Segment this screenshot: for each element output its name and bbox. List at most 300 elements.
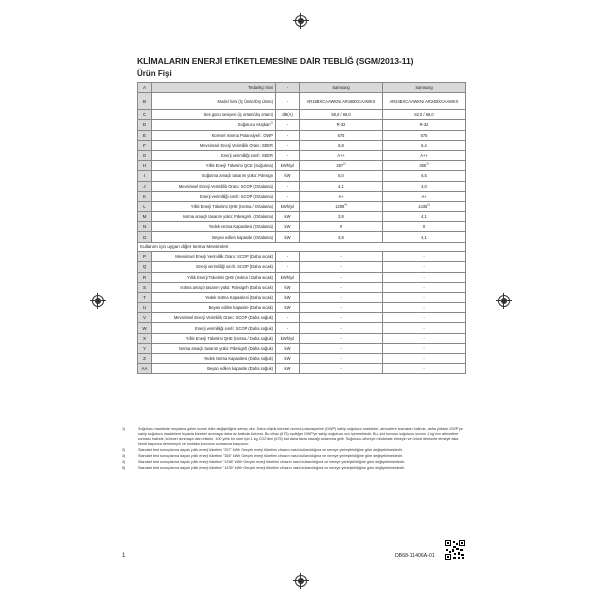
- row-description: [152, 282, 276, 292]
- row-code: [138, 161, 152, 171]
- registration-mark-top-icon: [295, 15, 307, 27]
- row-unit-text: -: [286, 264, 289, 270]
- value-model-2-text: 6,5: [421, 173, 427, 179]
- table-row: [138, 272, 466, 282]
- footnote: [122, 454, 467, 459]
- value-model-1: [300, 272, 383, 282]
- value-model-1: [300, 252, 383, 262]
- row-description-text: Mevsimsel Enerji Verimlilik Oranı: SCOP (Daha soğuk): [173, 315, 273, 321]
- row-code-text: P: [142, 254, 147, 260]
- row-unit-text: -: [286, 132, 289, 138]
- row-unit: [276, 313, 300, 323]
- row-description: [152, 161, 276, 171]
- value-model-1-text: 5,0: [338, 173, 344, 179]
- row-code: [138, 282, 152, 292]
- row-code-text: A: [142, 85, 147, 91]
- row-unit: [276, 262, 300, 272]
- row-unit-text: kW: [284, 366, 291, 372]
- value-model-2-text: -: [423, 366, 425, 372]
- value-model-2-text: 6,4: [421, 142, 427, 148]
- value-model-1-text: 4,1: [338, 183, 344, 189]
- value-model-1-text: -: [340, 274, 342, 280]
- row-unit: [276, 212, 300, 222]
- row-code-text: R: [142, 274, 147, 280]
- row-unit: [276, 303, 300, 313]
- product-spec-table: [137, 82, 466, 374]
- table-row: [138, 150, 466, 160]
- qr-code-icon: [445, 540, 465, 560]
- value-model-2-text: -: [423, 305, 425, 311]
- row-description-text: Beyan edilen kapasite (Daha soğuk): [207, 366, 273, 372]
- footnote-number: 2): [122, 447, 126, 452]
- row-code-text: G: [142, 153, 147, 159]
- value-model-2-text: -: [423, 335, 425, 341]
- value-model-1-text: A+: [338, 193, 344, 199]
- table-row: [138, 83, 466, 93]
- value-model-2-text: -: [423, 264, 425, 270]
- value-model-2-text: -: [423, 294, 425, 300]
- row-code: [138, 313, 152, 323]
- value-model-1: [300, 323, 383, 333]
- table-row: [138, 364, 466, 374]
- row-unit: [276, 120, 300, 130]
- row-code-text: S: [142, 284, 147, 290]
- value-model-1: [300, 93, 383, 110]
- row-unit: [276, 130, 300, 140]
- value-model-2: [383, 354, 466, 364]
- row-code-text: I: [143, 173, 146, 179]
- row-description: [152, 130, 276, 140]
- value-model-1: [300, 354, 383, 364]
- row-code-text: Z: [143, 356, 146, 362]
- footnotes: [122, 427, 467, 472]
- row-code: [138, 272, 152, 282]
- row-description-text: Enerji verimliliği sınıfı: SEER: [221, 153, 273, 159]
- footnote: [122, 448, 467, 453]
- row-code-text: O: [142, 234, 147, 240]
- value-model-1-text: R-32: [336, 122, 346, 128]
- value-model-2: [383, 120, 466, 130]
- row-code: [138, 130, 152, 140]
- value-model-2-text: 675: [420, 132, 428, 138]
- row-unit: [276, 110, 300, 120]
- value-model-2-text: 4,0: [421, 183, 427, 189]
- row-unit-text: dB(A): [282, 112, 293, 118]
- footnote-text: Standart test sonuçlarına dayalı yıllık enerji tüketimi "257" kWh Gerçek enerji tüketimi cihazın nasıl kullanıldığına ve nereye yerleştirildiğine göre değişebilmektedir.: [138, 447, 403, 452]
- row-description: [152, 150, 276, 160]
- row-description-text: Enerji verimliliği sınıfı: SCOP (Daha soğuk): [195, 325, 273, 331]
- row-description: [152, 364, 276, 374]
- value-model-1: [300, 191, 383, 201]
- value-model-1: [300, 313, 383, 323]
- table-section-row: [138, 242, 466, 252]
- value-model-1-text: -: [340, 264, 342, 270]
- row-unit-text: -: [286, 325, 289, 331]
- value-model-2-text: -: [423, 315, 425, 321]
- section-heading: Kullanım için uygun diğer Isıtma Mevsimleri: [138, 242, 466, 252]
- value-model-1-text: -: [340, 294, 342, 300]
- row-code: [138, 181, 152, 191]
- value-model-1: [300, 110, 383, 120]
- row-description-text: Yıllık Enerji Tüketimi QHE (Isıtma / Daha soğuk): [185, 335, 273, 341]
- page-title: KLİMALARIN ENERJİ ETİKETLEMESİNE DAİR TEBLİĞ (SGM/2013-11): [137, 56, 414, 66]
- table-row: [138, 354, 466, 364]
- row-unit-text: kW: [284, 345, 291, 351]
- row-code-text: K: [142, 193, 147, 199]
- row-code-text: AA: [141, 366, 148, 372]
- row-code-text: W: [142, 325, 147, 331]
- row-unit: [276, 323, 300, 333]
- row-unit-text: kWh/yıl: [280, 335, 295, 341]
- row-description-text: Yedek Isıtma Kapasitesi (Daha soğuk): [203, 356, 273, 362]
- value-model-1: [300, 83, 383, 93]
- row-description-text: Yedek Isıtma Kapasitesi (Daha sıcak): [205, 294, 273, 300]
- value-model-2: [383, 313, 466, 323]
- value-model-1: [300, 161, 383, 171]
- row-unit: [276, 201, 300, 211]
- value-model-2-text: A+: [421, 193, 427, 199]
- value-model-1: [300, 140, 383, 150]
- row-unit: [276, 333, 300, 343]
- table-row: [138, 313, 466, 323]
- row-description: [152, 333, 276, 343]
- value-model-1-text: 257: [336, 163, 344, 169]
- value-model-2: [383, 110, 466, 120]
- row-code-text: N: [142, 224, 147, 230]
- footnote-text: Soğutucu maddede meydana gelen sızıntı iklim değişikliğine sebep olur. Daha düşük küresel ısınma potansiyeline (GWP) sahip soğutucu maddeler, atmosfere sızmaları halinde, daha yüksek GWP'ye sahip soğutucu maddelere kıyasla küresel ısınmaya daha az katkıda bulunur. Bu cihaz (675) eşdeğer GWP'ye sahip soğutucu sıvı içermektedir. Bu, söz konusu soğutucu sıvının 1 kg'ının atmosfere sızması halinde, küresel ısınmaya olan etkinin, 100 yıllık bir süre için 1 kg CO2'den (675) kat daha fazla olacağı anlamına gelir. Soğutucu devreye müdahale etmeyin ve ürünü demonte etmeye asla kendi başınıza denemeyin ve mutlaka konunun uzmanına başvurun.: [138, 427, 463, 446]
- value-model-2-text: 4,1: [421, 214, 427, 220]
- row-description: [152, 343, 276, 353]
- value-model-1: [300, 222, 383, 232]
- page-number: 1: [122, 553, 126, 559]
- table-row: [138, 323, 466, 333]
- row-unit-text: -: [286, 153, 289, 159]
- row-description: [152, 313, 276, 323]
- value-model-1-text: -: [340, 315, 342, 321]
- value-model-2-text: -: [423, 325, 425, 331]
- value-model-1-text: -: [340, 305, 342, 311]
- value-model-2: [383, 262, 466, 272]
- row-unit-text: -: [286, 254, 289, 260]
- value-model-2: [383, 364, 466, 374]
- value-model-1: [300, 364, 383, 374]
- footnote-ref: 4): [344, 202, 347, 207]
- value-model-2-text: 0: [422, 224, 426, 230]
- row-unit: [276, 292, 300, 302]
- row-code: [138, 140, 152, 150]
- table-row: [138, 232, 466, 242]
- row-code: [138, 252, 152, 262]
- row-code-text: L: [143, 203, 146, 209]
- row-unit-text: -: [286, 315, 289, 321]
- value-model-1-text: 3,8: [338, 214, 344, 220]
- row-unit-text: kW: [284, 294, 291, 300]
- table-row: [138, 343, 466, 353]
- row-code-text: F: [143, 142, 146, 148]
- registration-mark-bottom-icon: [295, 575, 307, 587]
- row-description-text: Mevsimsel Enerji Verimlilik Oranı: SCOP (Daha sıcak): [175, 254, 273, 260]
- row-description-text: Enerji verimliliği sınıfı: SCOP (Daha sıcak): [196, 264, 273, 270]
- row-unit-text: kW: [284, 224, 291, 230]
- row-code: [138, 120, 152, 130]
- row-description-text: Soğutucu Akışkan: [237, 122, 271, 128]
- value-model-1-text: 0: [339, 224, 343, 230]
- table-row: [138, 140, 466, 150]
- value-model-1-text: -: [340, 366, 342, 372]
- value-model-1: [300, 120, 383, 130]
- row-description: [152, 93, 276, 110]
- footnote: [122, 466, 467, 471]
- value-model-2: [383, 212, 466, 222]
- value-model-2: [383, 252, 466, 262]
- row-unit-text: -: [286, 142, 289, 148]
- footnote-number: 3): [122, 453, 126, 458]
- value-model-1-text: -: [340, 356, 342, 362]
- row-description: [152, 201, 276, 211]
- row-code-text: X: [142, 335, 147, 341]
- table-row: [138, 130, 466, 140]
- value-model-2: [383, 191, 466, 201]
- value-model-2-text: -: [423, 345, 425, 351]
- row-unit-text: kWh/yıl: [280, 274, 295, 280]
- value-model-2: [383, 161, 466, 171]
- row-description: [152, 292, 276, 302]
- table-row: [138, 93, 466, 110]
- row-unit: [276, 140, 300, 150]
- row-code-text: U: [142, 305, 147, 311]
- table-row: [138, 222, 466, 232]
- row-code: [138, 110, 152, 120]
- row-description: [152, 212, 276, 222]
- value-model-2: [383, 303, 466, 313]
- registration-mark-left-icon: [92, 295, 104, 307]
- row-code-text: C: [142, 112, 147, 118]
- row-description-text: Ses gücü seviyesi (iç ortam/dış ortam): [203, 112, 273, 118]
- value-model-2-text: 4,1: [421, 234, 427, 240]
- value-model-2-text: 1435: [418, 203, 428, 209]
- row-unit: [276, 83, 300, 93]
- value-model-1: [300, 130, 383, 140]
- table-row: [138, 252, 466, 262]
- value-model-1-text: 58,0 / 65,0: [331, 112, 351, 118]
- row-description: [152, 232, 276, 242]
- row-code: [138, 93, 152, 110]
- value-model-2: [383, 282, 466, 292]
- row-code-text: B: [142, 98, 147, 104]
- value-model-1-text: Samsung: [332, 85, 350, 91]
- row-code: [138, 262, 152, 272]
- row-description: [152, 262, 276, 272]
- table-row: [138, 292, 466, 302]
- footnote-ref: 3): [426, 161, 429, 166]
- row-unit: [276, 343, 300, 353]
- value-model-1-text: -: [340, 335, 342, 341]
- row-code-text: T: [143, 294, 146, 300]
- row-description: [152, 303, 276, 313]
- footnote: [122, 460, 467, 465]
- value-model-2: [383, 323, 466, 333]
- table-row: [138, 212, 466, 222]
- row-unit-text: -: [286, 122, 289, 128]
- table-row: [138, 303, 466, 313]
- footnote-ref: 1): [270, 121, 273, 126]
- row-unit: [276, 93, 300, 110]
- value-model-2-text: -: [423, 356, 425, 362]
- row-code: [138, 343, 152, 353]
- value-model-1-text: 675: [337, 132, 345, 138]
- row-description-text: Mevsimsel Enerji Verimlilik Oranı: SEER: [199, 142, 273, 148]
- row-code: [138, 232, 152, 242]
- value-model-2-text: -: [423, 254, 425, 260]
- table-row: [138, 201, 466, 211]
- row-code: [138, 150, 152, 160]
- row-description-text: Isıtma amaçlı tasarım yükü: Pdesignh. (Ortalama): [182, 214, 273, 220]
- table-row: [138, 161, 466, 171]
- row-description: [152, 191, 276, 201]
- row-unit-text: kW: [284, 214, 291, 220]
- row-description-text: Soğutma amaçlı tasarım yükü: Pdesign: [201, 173, 273, 179]
- value-model-1: [300, 282, 383, 292]
- row-unit: [276, 282, 300, 292]
- row-code: [138, 171, 152, 181]
- row-code-text: V: [142, 315, 147, 321]
- footnote-number: 4): [122, 460, 126, 464]
- value-model-2: [383, 201, 466, 211]
- row-unit: [276, 354, 300, 364]
- value-model-2: [383, 272, 466, 282]
- value-model-1-text: 6,8: [338, 142, 344, 148]
- document-code: DB68-11406A-01: [395, 553, 435, 559]
- value-model-2-text: 355: [419, 163, 427, 169]
- row-unit-text: -: [286, 193, 289, 199]
- footnote-ref: 2): [343, 161, 346, 166]
- row-unit: [276, 232, 300, 242]
- row-code-text: Y: [142, 345, 147, 351]
- value-model-1: [300, 171, 383, 181]
- row-description-text: Beyan edilen kapasite (Daha sıcak): [208, 305, 273, 311]
- value-model-2-text: -: [423, 284, 425, 290]
- value-model-1: [300, 292, 383, 302]
- row-unit-text: -: [286, 85, 289, 91]
- value-model-2-text: R-32: [419, 122, 429, 128]
- row-code: [138, 83, 152, 93]
- row-unit: [276, 252, 300, 262]
- row-unit-text: kW: [284, 305, 291, 311]
- value-model-1-text: -: [340, 254, 342, 260]
- footnote-text: Standart test sonuçlarına dayalı yıllık enerji tüketimi "1435" kWh Gerçek enerji tüketimi cihazın nasıl kullanıldığına ve nereye yerleştirildiğine göre değişebilmektedir.: [138, 466, 405, 471]
- row-unit-text: kW: [284, 356, 291, 362]
- row-description-text: Isıtma amaçlı tasarım yükü: Pdesignh (Daha soğuk): [179, 345, 273, 351]
- row-description-text: Yedek Isıtma Kapasitesi (Ortalama): [208, 224, 273, 230]
- row-unit-text: kWh/yıl: [280, 163, 295, 169]
- row-code: [138, 222, 152, 232]
- row-description: [152, 222, 276, 232]
- value-model-2: [383, 140, 466, 150]
- value-model-2-text: Samsung: [415, 85, 433, 91]
- row-description: [152, 120, 276, 130]
- value-model-1: [300, 232, 383, 242]
- value-model-2-text: A++: [420, 153, 428, 159]
- row-description-text: Tedarikçi İsmi: [248, 85, 273, 91]
- row-unit: [276, 222, 300, 232]
- value-model-2-text: -: [423, 274, 425, 280]
- row-unit-text: kW: [284, 234, 291, 240]
- row-unit: [276, 161, 300, 171]
- value-model-2: [383, 130, 466, 140]
- value-model-1-text: -: [340, 284, 342, 290]
- row-code-text: J: [143, 183, 146, 189]
- value-model-1: [300, 262, 383, 272]
- value-model-1-text: -: [340, 325, 342, 331]
- table-row: [138, 120, 466, 130]
- row-unit-text: -: [286, 98, 289, 104]
- value-model-1: [300, 181, 383, 191]
- value-model-2: [383, 181, 466, 191]
- row-unit: [276, 191, 300, 201]
- row-description-text: Beyan edilen kapasite (Ortalama): [212, 234, 273, 240]
- footnote-text: Standart test sonuçlarına dayalı yıllık enerji tüketimi "355" kWh Gerçek enerji tüketimi cihazın nasıl kullanıldığına ve nereye yerleştirildiğine göre değişebilmektedir.: [138, 453, 403, 458]
- row-description: [152, 110, 276, 120]
- footnote-text: Standart test sonuçlarına dayalı yıllık enerji tüketimi "1298" kWh Gerçek enerji tüketimi cihazın nasıl kullanıldığına ve nereye yerleştirildiğine göre değişebilmektedir.: [138, 460, 405, 464]
- value-model-1: [300, 150, 383, 160]
- row-unit-text: kWh/yıl: [280, 203, 295, 209]
- value-model-1: [300, 212, 383, 222]
- row-description-text: Yıllık Enerji Tüketimi QHE (Isıtma / Daha sıcak): [187, 274, 273, 280]
- row-code-text: Q: [142, 264, 147, 270]
- row-unit: [276, 272, 300, 282]
- table-row: [138, 171, 466, 181]
- value-model-2: [383, 93, 466, 110]
- row-description: [152, 252, 276, 262]
- row-description-text: Yıllık Enerji Tüketimi QCE (Soğutma): [205, 163, 273, 169]
- row-unit: [276, 150, 300, 160]
- row-description: [152, 171, 276, 181]
- row-description-text: Isıtma amaçlı tasarım yükü: Pdesignh (Daha sıcak): [180, 284, 273, 290]
- row-description: [152, 323, 276, 333]
- row-code-text: E: [142, 132, 147, 138]
- value-model-2: [383, 333, 466, 343]
- row-description: [152, 181, 276, 191]
- value-model-2-text: 62,0 / 68,0: [414, 112, 434, 118]
- row-code: [138, 333, 152, 343]
- page-subtitle: Ürün Fişi: [137, 69, 172, 78]
- table-row: [138, 110, 466, 120]
- row-unit: [276, 181, 300, 191]
- value-model-2: [383, 343, 466, 353]
- value-model-2: [383, 292, 466, 302]
- table-row: [138, 282, 466, 292]
- row-description: [152, 140, 276, 150]
- row-code: [138, 201, 152, 211]
- value-model-1: [300, 201, 383, 211]
- row-description-text: Küresel Isınma Potansiyeli : GWP: [211, 132, 273, 138]
- row-description-text: Enerji verimliliği sınıfı: SCOP (Ortalama): [200, 193, 273, 199]
- row-description-text: Mevsimsel Enerji Verimlilik Oranı: SCOP (Ortalama): [178, 183, 273, 189]
- row-description: [152, 83, 276, 93]
- row-code: [138, 303, 152, 313]
- row-unit-text: -: [286, 183, 289, 189]
- value-model-2: [383, 83, 466, 93]
- footnote: [122, 427, 467, 447]
- value-model-2: [383, 232, 466, 242]
- value-model-1: [300, 303, 383, 313]
- row-code: [138, 364, 152, 374]
- row-code: [138, 212, 152, 222]
- value-model-1: [300, 333, 383, 343]
- value-model-1-text: 1298: [335, 203, 345, 209]
- row-description-text: Yıllık Enerji Tüketimi QHE (Isıtma / Ortalama): [190, 203, 273, 209]
- footnote-number: 1): [122, 427, 126, 431]
